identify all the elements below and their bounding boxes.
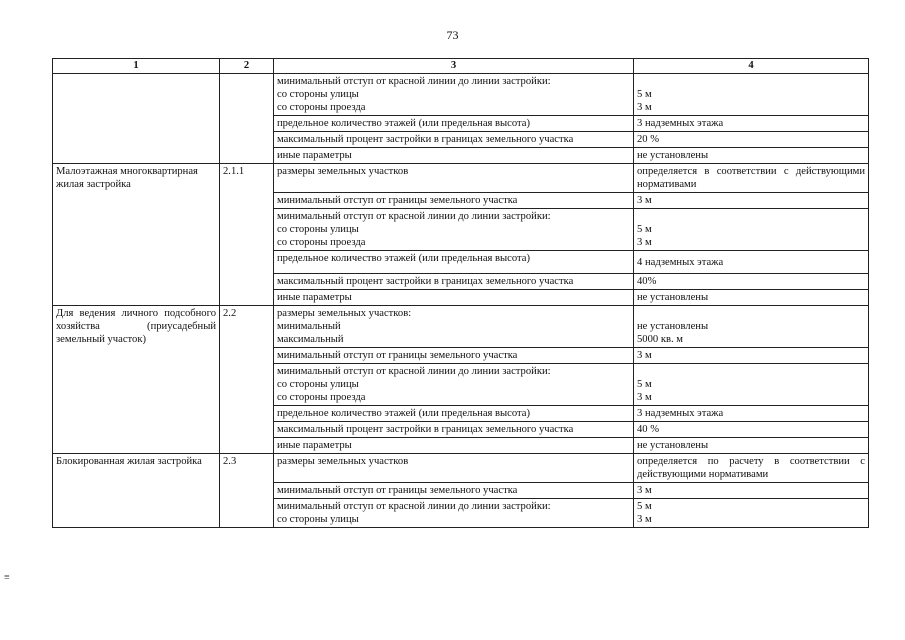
value-cell: 40% bbox=[634, 274, 869, 290]
parameter-cell: минимальный отступ от красной линии до линии застройки: со стороны улицы со стороны проезда bbox=[274, 74, 634, 116]
value-cell: 5 м 3 м bbox=[634, 74, 869, 116]
table-row bbox=[53, 164, 869, 193]
parameter-cell: предельное количество этажей (или предельная высота) bbox=[274, 406, 634, 422]
value-cell: 20 % bbox=[634, 132, 869, 148]
parameter-cell: иные параметры bbox=[274, 290, 634, 306]
value-cell: 3 надземных этажа bbox=[634, 406, 869, 422]
table-row bbox=[53, 306, 869, 348]
use-code-cell: 2.2 bbox=[220, 306, 274, 454]
parameter-cell: предельное количество этажей (или предельная высота) bbox=[274, 116, 634, 132]
parameter-cell: размеры земельных участков: минимальный максимальный bbox=[274, 306, 634, 348]
value-cell: не установлены bbox=[634, 290, 869, 306]
parameter-cell: максимальный процент застройки в границах земельного участка bbox=[274, 132, 634, 148]
margin-mark: ≡ bbox=[4, 572, 10, 583]
parameter-cell: минимальный отступ от границы земельного участка bbox=[274, 483, 634, 499]
table-header-row bbox=[53, 59, 869, 74]
use-type-cell: Блокированная жилая застройка bbox=[53, 454, 220, 528]
value-cell: определяется по расчету в соответствии с действующими нормативами bbox=[634, 454, 869, 483]
table-row bbox=[53, 454, 869, 483]
column-header: 4 bbox=[634, 59, 869, 74]
use-code-cell bbox=[220, 74, 274, 164]
value-cell: 40 % bbox=[634, 422, 869, 438]
column-header: 3 bbox=[274, 59, 634, 74]
value-cell: 5 м 3 м bbox=[634, 364, 869, 406]
parameter-cell: минимальный отступ от красной линии до линии застройки: со стороны улицы со стороны проезда bbox=[274, 209, 634, 251]
value-cell: не установлены bbox=[634, 438, 869, 454]
parameter-cell: максимальный процент застройки в границах земельного участка bbox=[274, 274, 634, 290]
value-cell: 3 надземных этажа bbox=[634, 116, 869, 132]
value-cell: 3 м bbox=[634, 348, 869, 364]
value-cell: определяется в соответствии с действующими нормативами bbox=[634, 164, 869, 193]
parameter-cell: максимальный процент застройки в границах земельного участка bbox=[274, 422, 634, 438]
value-cell: 3 м bbox=[634, 193, 869, 209]
table-row bbox=[53, 74, 869, 116]
value-cell: не установлены 5000 кв. м bbox=[634, 306, 869, 348]
parameter-cell: минимальный отступ от красной линии до линии застройки: со стороны улицы со стороны проезда bbox=[274, 364, 634, 406]
parameter-cell: размеры земельных участков bbox=[274, 164, 634, 193]
parameter-cell: минимальный отступ от красной линии до линии застройки: со стороны улицы bbox=[274, 499, 634, 528]
value-cell: 5 м 3 м bbox=[634, 209, 869, 251]
use-type-cell: Малоэтажная многоквартирная жилая застройка bbox=[53, 164, 220, 306]
parameter-cell: минимальный отступ от границы земельного участка bbox=[274, 193, 634, 209]
parameter-cell: иные параметры bbox=[274, 438, 634, 454]
column-header: 2 bbox=[220, 59, 274, 74]
parameter-cell: размеры земельных участков bbox=[274, 454, 634, 483]
parameter-cell: предельное количество этажей (или предельная высота) bbox=[274, 251, 634, 274]
use-type-cell: Для ведения личного подсобного хозяйства (приусадебный земельный участок) bbox=[53, 306, 220, 454]
value-cell: не установлены bbox=[634, 148, 869, 164]
value-cell: 3 м bbox=[634, 483, 869, 499]
use-code-cell: 2.3 bbox=[220, 454, 274, 528]
parameter-cell: минимальный отступ от границы земельного участка bbox=[274, 348, 634, 364]
use-type-cell bbox=[53, 74, 220, 164]
page-number: 73 bbox=[446, 28, 459, 42]
use-code-cell: 2.1.1 bbox=[220, 164, 274, 306]
column-header: 1 bbox=[53, 59, 220, 74]
parameter-cell: иные параметры bbox=[274, 148, 634, 164]
regulations-table bbox=[52, 58, 869, 528]
value-cell: 4 надземных этажа bbox=[634, 251, 869, 274]
value-cell: 5 м 3 м bbox=[634, 499, 869, 528]
